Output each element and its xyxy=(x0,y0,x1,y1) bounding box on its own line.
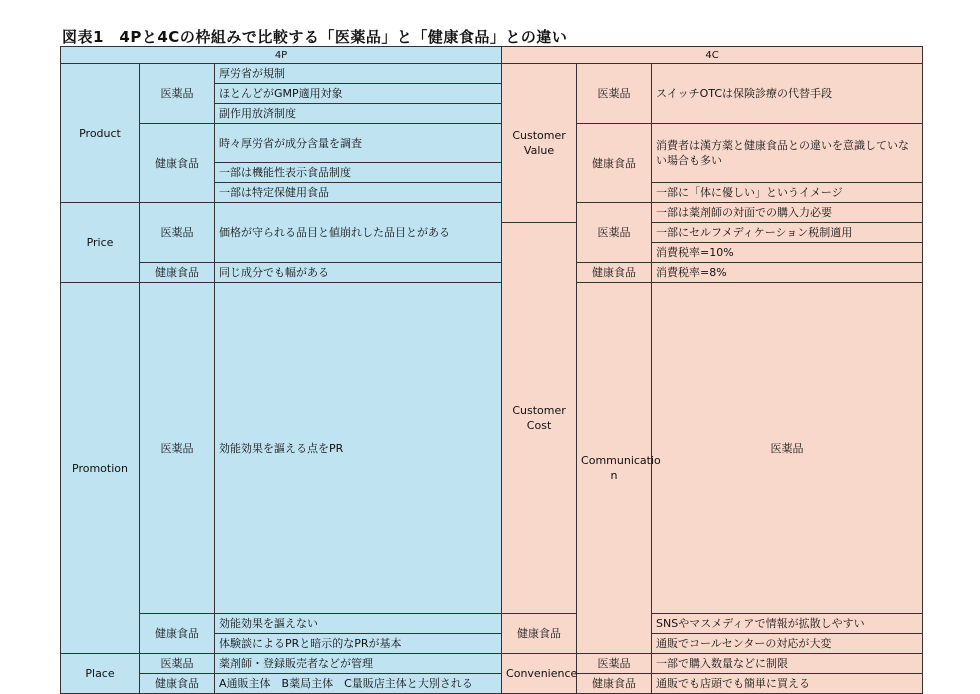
category-price: Price xyxy=(61,203,140,283)
cost-drug-item: 消費税率=10% xyxy=(652,243,923,263)
promotion-drug-item: 効能効果を謳える点をPR xyxy=(215,283,502,614)
convenience-drug-item: 一部で購入数量などに制限 xyxy=(652,654,923,674)
customer-value-line2: Value xyxy=(523,144,555,157)
cost-food-label: 健康食品 xyxy=(577,263,652,283)
communication-line1: Communicatio xyxy=(581,454,661,467)
convenience-food-label: 健康食品 xyxy=(577,674,652,694)
promotion-food-item: 体験談によるPRと暗示的なPRが基本 xyxy=(215,634,502,654)
convenience-drug-label: 医薬品 xyxy=(577,654,652,674)
place-food-label: 健康食品 xyxy=(140,674,215,694)
communication-food-item: SNSやマスメディアで情報が拡散しやすい xyxy=(652,614,923,634)
table-row xyxy=(61,263,923,283)
product-food-item: 一部は特定保健用食品 xyxy=(215,183,502,203)
price-food-item: 同じ成分でも幅がある xyxy=(215,263,502,283)
price-drug-label: 医薬品 xyxy=(140,203,215,263)
category-convenience: Convenience xyxy=(502,654,577,694)
price-food-label: 健康食品 xyxy=(140,263,215,283)
figure-title: 図表1 4Pと4Cの枠組みで比較する「医薬品」と「健康食品」との違い xyxy=(62,28,568,46)
category-customer-cost xyxy=(502,223,577,614)
value-food-label: 健康食品 xyxy=(577,124,652,203)
table-row xyxy=(61,64,923,84)
value-food-item: 一部に「体に優しい」というイメージ xyxy=(652,183,923,203)
place-food-item: A通販主体 B薬局主体 C量販店主体と大別される xyxy=(215,674,502,694)
communication-food-label: 健康食品 xyxy=(502,614,577,654)
communication-line2: n xyxy=(610,469,618,482)
comparison-table xyxy=(60,46,923,694)
category-promotion: Promotion xyxy=(61,283,140,654)
value-drug-label: 医薬品 xyxy=(577,64,652,124)
table-row xyxy=(61,674,923,694)
product-food-item: 一部は機能性表示食品制度 xyxy=(215,163,502,183)
table-row xyxy=(61,283,923,614)
communication-food-item: 通販でコールセンターの対応が大変 xyxy=(652,634,923,654)
product-drug-item: 副作用放済制度 xyxy=(215,104,502,124)
place-drug-label: 医薬品 xyxy=(140,654,215,674)
communication-drug-label: 医薬品 xyxy=(652,283,923,614)
product-food-item: 時々厚労省が成分含量を調査 xyxy=(215,124,502,163)
value-drug-item: スイッチOTCは保険診療の代替手段 xyxy=(652,64,923,124)
product-drug-item: ほとんどがGMP適用対象 xyxy=(215,84,502,104)
category-product: Product xyxy=(61,64,140,203)
header-4c: 4C xyxy=(502,47,923,64)
cost-drug-item: 一部にセルフメディケーション税制適用 xyxy=(652,223,923,243)
customer-cost-line2: Cost xyxy=(526,419,552,432)
customer-value-line1: Customer xyxy=(512,129,566,142)
value-food-item: 消費者は漢方薬と健康食品との違いを意識していない場合も多い xyxy=(652,124,923,183)
cost-drug-label: 医薬品 xyxy=(577,203,652,263)
header-row xyxy=(61,47,923,64)
convenience-food-item: 通販でも店頭でも簡単に買える xyxy=(652,674,923,694)
promotion-food-item: 効能効果を謳えない xyxy=(215,614,502,634)
place-drug-item: 薬剤師・登録販売者などが管理 xyxy=(215,654,502,674)
category-customer-value xyxy=(502,64,577,223)
promotion-food-label: 健康食品 xyxy=(140,614,215,654)
header-4p: 4P xyxy=(61,47,502,64)
table-row xyxy=(61,203,923,223)
product-drug-label: 医薬品 xyxy=(140,64,215,124)
category-communication xyxy=(577,283,661,654)
table-row xyxy=(61,654,923,674)
product-drug-item: 厚労省が規制 xyxy=(215,64,502,84)
product-food-label: 健康食品 xyxy=(140,124,215,203)
promotion-drug-label: 医薬品 xyxy=(140,283,215,614)
cost-drug-item: 一部は薬剤師の対面での購入力必要 xyxy=(652,203,923,223)
cost-food-item: 消費税率=8% xyxy=(652,263,923,283)
table-row xyxy=(61,614,923,634)
category-place: Place xyxy=(61,654,140,694)
customer-cost-line1: Customer xyxy=(512,404,566,417)
price-drug-item: 価格が守られる品目と値崩れした品目とがある xyxy=(215,203,502,263)
table-row xyxy=(61,124,923,163)
